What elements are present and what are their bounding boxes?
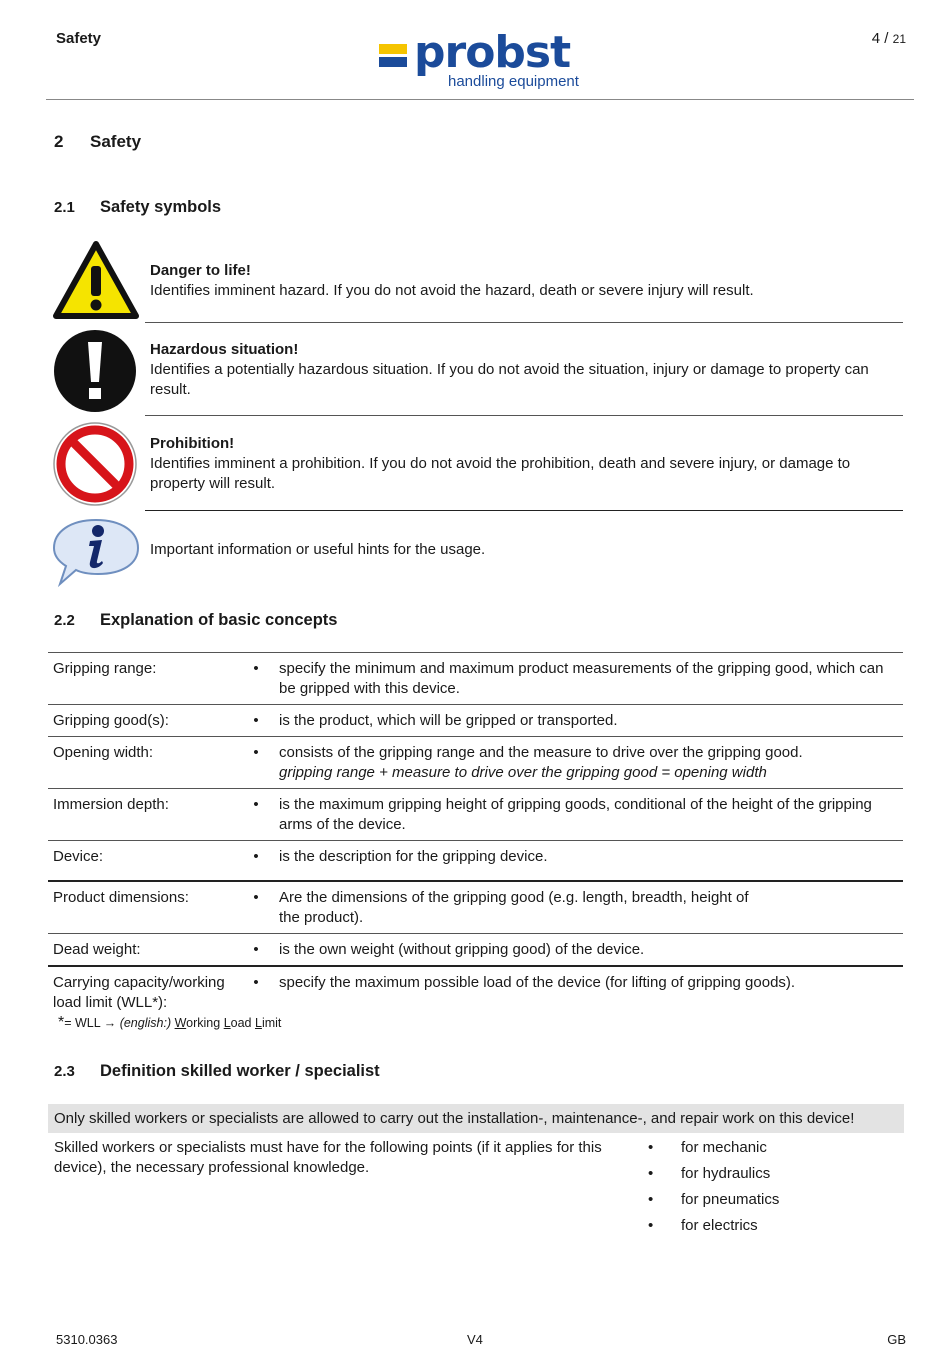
arrow-right-icon: → <box>103 1016 117 1030</box>
table-row <box>48 881 903 934</box>
footnote-star: * <box>58 1014 65 1031</box>
heading-number: 2.2 <box>54 612 75 629</box>
bullet: • <box>253 796 259 813</box>
concept-term: Dead weight: <box>53 941 141 958</box>
list-item <box>648 1164 779 1190</box>
concept-term: Gripping range: <box>53 660 157 677</box>
heading-number: 2 <box>54 132 64 151</box>
list-item-text: for electrics <box>681 1217 758 1234</box>
skilled-paragraph: Skilled workers or specialists must have for the following points (if it applies for this device), the necessary professional knowledge. <box>54 1139 602 1176</box>
table-row <box>48 789 903 841</box>
logo-blue-bar <box>379 57 407 67</box>
heading-title: Safety <box>90 132 142 151</box>
logo-yellow-bar <box>379 44 407 54</box>
info-bubble-icon <box>52 516 140 604</box>
concept-term: Device: <box>53 848 104 865</box>
concept-term: Gripping good(s): <box>53 712 169 729</box>
table-row <box>48 705 903 737</box>
symbol-description <box>150 261 900 301</box>
page-total: 21 <box>892 32 906 46</box>
symbol-title: Danger to life! <box>150 262 251 279</box>
symbol-description <box>150 434 900 494</box>
concept-definition: is the own weight (without gripping good) of the device. <box>279 941 645 958</box>
concept-term: Carrying capacity/working load limit (WLL*): <box>53 974 225 1011</box>
header-divider <box>46 99 914 100</box>
skilled-notice <box>48 1104 904 1133</box>
footer-document-number: 5310.0363 <box>56 1332 118 1347</box>
probst-logo <box>378 27 608 96</box>
heading-safety-symbols <box>54 198 221 217</box>
symbol-text: Identifies a potentially hazardous situation. If you do not avoid the situation, injury or damage to property can result. <box>150 361 869 398</box>
symbol-title: Hazardous situation! <box>150 341 299 358</box>
footnote-word: oad <box>230 1016 255 1030</box>
symbol-text: Important information or useful hints for the usage. <box>150 541 486 558</box>
concepts-table <box>48 652 903 1018</box>
symbol-description <box>150 340 900 400</box>
concept-definition: specify the maximum possible load of the device (for lifting of gripping goods). <box>279 974 796 991</box>
footnote-letter: W <box>174 1016 187 1030</box>
bullet: • <box>648 1191 654 1208</box>
footnote-eq: = WLL <box>64 1016 104 1030</box>
table-row <box>48 737 903 789</box>
concept-term: Product dimensions: <box>53 889 189 906</box>
list-item-text: for mechanic <box>681 1139 767 1156</box>
table-row <box>48 966 903 1018</box>
logo-wordmark: probst <box>414 27 571 78</box>
page-number <box>872 30 906 47</box>
footnote-word: imit <box>261 1016 282 1030</box>
bullet: • <box>253 889 259 906</box>
list-item <box>648 1138 779 1164</box>
symbol-divider <box>145 322 903 323</box>
symbol-divider <box>145 415 903 416</box>
symbol-divider <box>145 510 903 511</box>
table-row <box>48 841 903 882</box>
concept-definition: consists of the gripping range and the measure to drive over the gripping good. <box>279 744 803 761</box>
footnote-lang: (english:) <box>116 1016 175 1030</box>
footnote-letter: L <box>223 1016 231 1030</box>
heading-title: Safety symbols <box>100 198 222 216</box>
bullet: • <box>253 712 259 729</box>
knowledge-list <box>648 1138 779 1242</box>
heading-safety <box>54 132 141 152</box>
bullet: • <box>253 848 259 865</box>
list-item <box>648 1216 779 1242</box>
list-item-text: for hydraulics <box>681 1165 771 1182</box>
bullet: • <box>648 1165 654 1182</box>
concept-term: Immersion depth: <box>53 796 169 813</box>
warning-triangle-icon <box>52 240 140 328</box>
bullet: • <box>648 1217 654 1234</box>
heading-number: 2.1 <box>54 199 75 216</box>
symbol-title: Prohibition! <box>150 435 235 452</box>
exclamation-circle-icon <box>52 328 140 416</box>
heading-skilled-worker <box>54 1062 380 1081</box>
list-item <box>648 1190 779 1216</box>
bullet: • <box>253 660 259 677</box>
prohibition-icon <box>52 421 140 509</box>
concept-term: Opening width: <box>53 744 154 761</box>
bullet: • <box>253 744 259 761</box>
table-row <box>48 653 903 705</box>
logo-tagline: handling equipment <box>448 73 579 90</box>
concept-definition: is the description for the gripping device. <box>279 848 548 865</box>
symbol-text: Identifies imminent a prohibition. If you do not avoid the prohibition, death and severe injury, or damage to property will result. <box>150 455 851 492</box>
concept-formula: gripping range + measure to drive over the gripping good = opening width <box>279 764 767 781</box>
footnote-letter: L <box>254 1016 262 1030</box>
concept-definition: is the maximum gripping height of gripping goods, conditional of the height of the gripping arms of the device. <box>279 796 872 833</box>
symbol-description <box>150 540 900 560</box>
list-item-text: for pneumatics <box>681 1191 780 1208</box>
concept-definition-cell <box>274 737 903 789</box>
header-section-title: Safety <box>56 30 102 47</box>
bullet: • <box>253 941 259 958</box>
page-current: 4 <box>871 30 881 47</box>
heading-basic-concepts <box>54 611 337 630</box>
heading-number: 2.3 <box>54 1063 75 1080</box>
footer-version: V4 <box>467 1332 483 1347</box>
footer-language: GB <box>887 1332 906 1347</box>
bullet: • <box>253 974 259 991</box>
page-separator: / <box>880 30 893 47</box>
table-row <box>48 934 903 967</box>
heading-title: Explanation of basic concepts <box>100 611 338 629</box>
footnote-word: orking <box>186 1016 224 1030</box>
symbol-text: Identifies imminent hazard. If you do not avoid the hazard, death or severe injury will result. <box>150 282 754 299</box>
wll-footnote <box>58 1014 281 1032</box>
concept-definition: Are the dimensions of the gripping good (e.g. length, breadth, height of the product). <box>279 889 749 926</box>
concept-definition: is the product, which will be gripped or transported. <box>279 712 618 729</box>
skilled-notice-text: Only skilled workers or specialists are allowed to carry out the installation-, maintenance-, and repair work on this device! <box>54 1110 855 1127</box>
heading-title: Definition skilled worker / specialist <box>100 1062 380 1080</box>
concept-definition: specify the minimum and maximum product measurements of the gripping good, which can be gripped with this device. <box>279 660 884 697</box>
bullet: • <box>648 1139 654 1156</box>
